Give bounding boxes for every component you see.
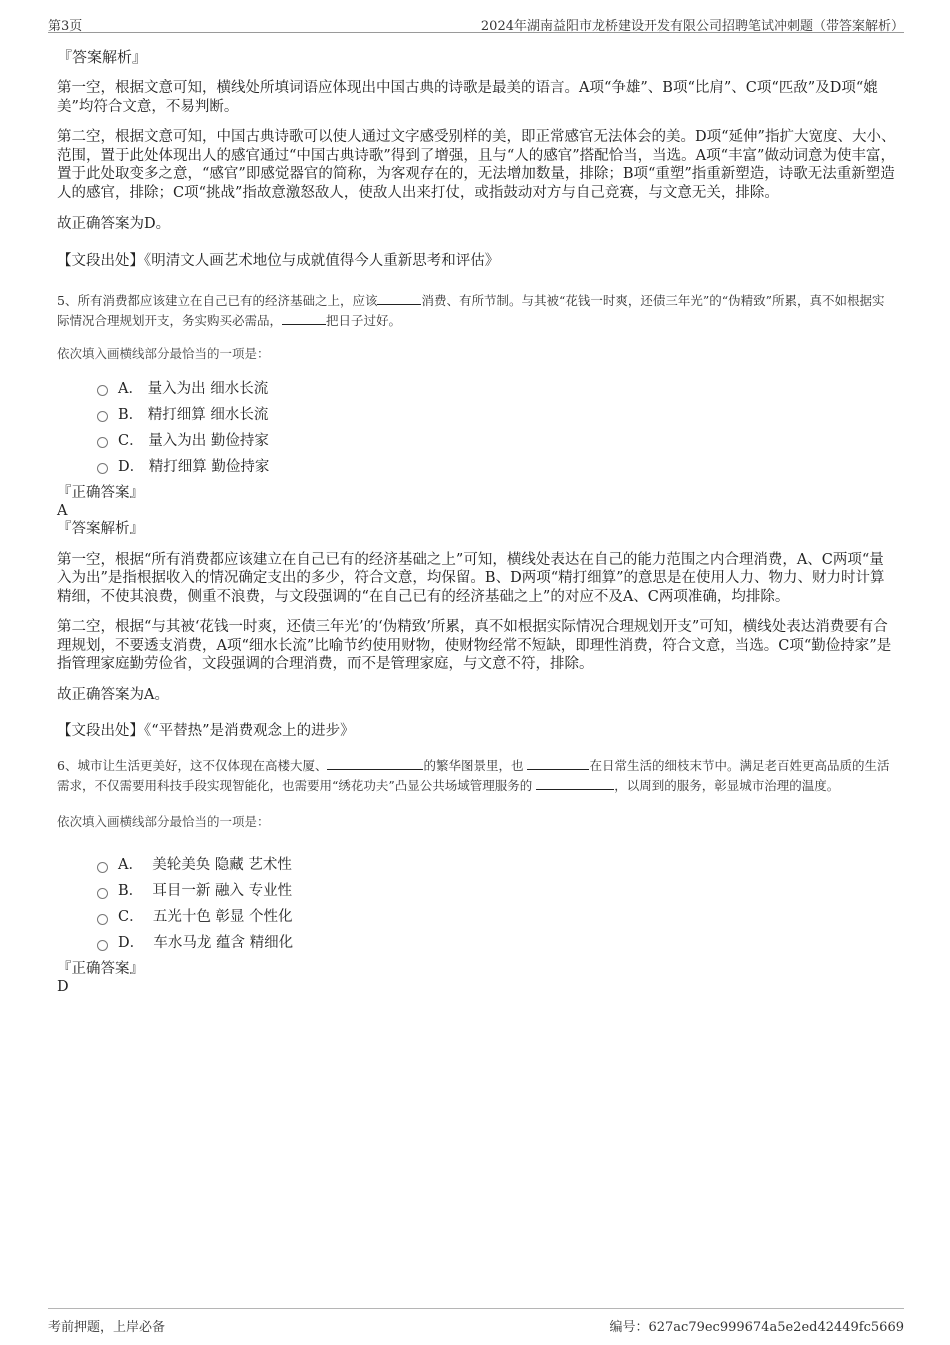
prev-conclusion: 故正确答案为D。 bbox=[57, 216, 171, 232]
page-footer bbox=[48, 1308, 904, 1339]
document-title: 2024年湖南益阳市龙桥建设开发有限公司招聘笔试冲刺题（带答案解析） bbox=[480, 19, 904, 34]
footer-slogan: 考前押题，上岸必备 bbox=[48, 1320, 166, 1335]
question-5-options bbox=[97, 376, 897, 480]
radio-icon[interactable] bbox=[97, 385, 108, 396]
prev-analysis-label: 『答案解析』 bbox=[57, 48, 148, 66]
option-b[interactable]: B． 精打细算 细水长流 bbox=[97, 402, 897, 428]
option-b[interactable]: B． 耳目一新 融入 专业性 bbox=[97, 878, 897, 904]
question-5-answer-label: 『正确答案』 bbox=[57, 484, 144, 501]
question-6-options bbox=[97, 852, 897, 956]
blank-2 bbox=[282, 311, 326, 325]
question-5-analysis-paragraph-1: 第一空，根据“所有消费都应该建立在自己已有的经济基础之上”可知，横线处表达在自己的能力范围之内合理消费，A、C两项“量入为出”是指根据收入的情况确定支出的多少，符合文意，均保留。B、D两项“精打细算”的意思是在使用人力、物力、财力时计算精细，不使其浪费，侧重不浪费，与文段强调的“在自己已有的经济基础之上”的对应不及A、C两项准确，均排除。 bbox=[57, 551, 885, 605]
option-d[interactable]: D． 车水马龙 蕴含 精细化 bbox=[97, 930, 897, 956]
option-a[interactable]: A． 量入为出 细水长流 bbox=[97, 376, 897, 402]
prev-source: 【文段出处】《明清文人画艺术地位与成就值得今人重新思考和评估》 bbox=[57, 252, 500, 269]
question-6-answer-label: 『正确答案』 bbox=[57, 961, 144, 977]
question-5-answer: A bbox=[57, 502, 68, 519]
radio-icon[interactable] bbox=[97, 940, 108, 951]
option-c[interactable]: C． 量入为出 勤俭持家 bbox=[97, 428, 897, 454]
radio-icon[interactable] bbox=[97, 411, 108, 422]
option-c[interactable]: C． 五光十色 彰显 个性化 bbox=[97, 904, 897, 930]
document-id: 编号：627ac79ec999674a5e2ed42449fc5669 bbox=[609, 1320, 904, 1335]
question-5-instruction: 依次填入画横线部分最恰当的一项是： bbox=[57, 345, 270, 361]
radio-icon[interactable] bbox=[97, 463, 108, 474]
radio-icon[interactable] bbox=[97, 888, 108, 899]
option-a[interactable]: A． 美轮美奂 隐藏 艺术性 bbox=[97, 852, 897, 878]
question-5-analysis-label: 『答案解析』 bbox=[57, 520, 144, 537]
option-d[interactable]: D． 精打细算 勤俭持家 bbox=[97, 454, 897, 480]
question-6-instruction: 依次填入画横线部分最恰当的一项是： bbox=[57, 814, 270, 829]
question-5-analysis-paragraph-2: 第二空，根据“与其被‘花钱一时爽，还债三年光’的‘伪精致’所累，真不如根据实际情况合理规划开支”可知，横线处表达消费要有合理规划，不要透支消费，A项“细水长流”比喻节约使用财物，使财物经常不短缺，即理性消费，符合文意，当选。C项“勤俭持家”是指管理家庭勤劳俭省，文段强调的合理消费，而不是管理家庭，与文意不符，排除。 bbox=[57, 619, 892, 672]
question-5-stem: 5、所有消费都应该建立在自己已有的经济基础之上，应该 消费、有所节制。与其被“花钱一时爽，还债三年光”的“伪精致”所累，真不如根据实际情况合理规划开支，务实购买必需品， 把日子过好。 bbox=[57, 292, 885, 328]
prev-analysis-paragraph-1: 第一空，根据文意可知，横线处所填词语应体现出中国古典的诗歌是最美的语言。A项“争雄”、B项“比肩”、C项“匹敌”及D项“媲美”均符合文意，不易判断。 bbox=[57, 80, 878, 115]
question-6-stem: 6、城市让生活更美好，这不仅体现在高楼大厦、 的繁华图景里，也 在日常生活的细枝末节中。满足老百姓更高品质的生活需求，不仅需要用科技手段实现智能化，也需要用“绣花功夫”凸显公共场域管理服务的 ，以周到的服务，彰显城市治理的温度。 bbox=[57, 758, 890, 793]
question-5-source: 【文段出处】《“平替热”是消费观念上的进步》 bbox=[57, 723, 355, 739]
prev-analysis-paragraph-2: 第二空，根据文意可知，中国古典诗歌可以使人通过文字感受别样的美，即正常感官无法体会的美。D项“延伸”指扩大宽度、大小、范围，置于此处体现出人的感官通过“中国古典诗歌”得到了增强，且与“人的感官”搭配恰当，当选。A项“丰富”做动词意为使丰富，置于此处取变多之意，“感官”即感觉器官的简称，为客观存在的，无法增加数量，排除；B项“重塑”指重新塑造，诗歌无法重新塑造人的感官，排除；C项“挑战”指故意激怒敌人，使敌人出来打仗，或指鼓动对方与自己竞赛，与文意无关，排除。 bbox=[57, 129, 896, 201]
blank-1 bbox=[327, 756, 423, 770]
question-6-answer: D bbox=[57, 979, 69, 995]
blank-1 bbox=[377, 291, 421, 305]
radio-icon[interactable] bbox=[97, 862, 108, 873]
question-5-conclusion: 故正确答案为A。 bbox=[57, 686, 169, 703]
blank-3 bbox=[536, 776, 614, 790]
radio-icon[interactable] bbox=[97, 437, 108, 448]
page-content bbox=[57, 38, 897, 996]
radio-icon[interactable] bbox=[97, 914, 108, 925]
page-number: 第3页 bbox=[48, 19, 83, 34]
blank-2 bbox=[527, 756, 589, 770]
page-header bbox=[48, 10, 904, 33]
